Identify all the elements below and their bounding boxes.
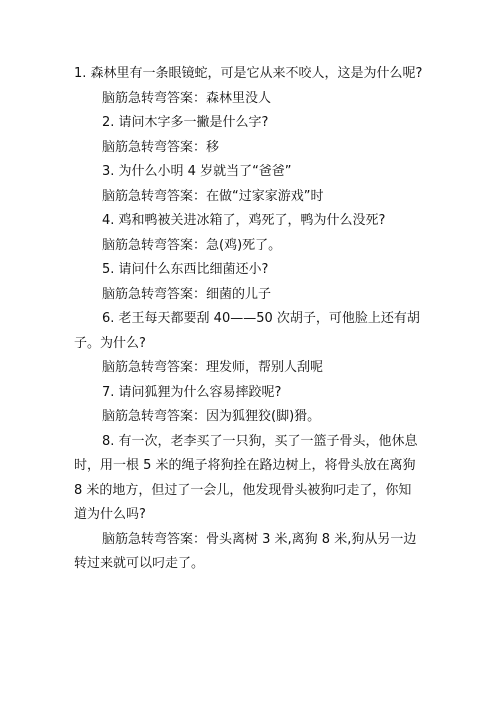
question-1: 1. 森林里有一条眼镜蛇，可是它从来不咬人，这是为什么呢? (74, 66, 423, 81)
question-5: 5. 请问什么东西比细菌还小? (102, 262, 269, 277)
question-2: 2. 请问木字多一撇是什么字? (102, 115, 269, 130)
question-3: 3. 为什么小明 4 岁就当了“爸爸” (102, 164, 292, 179)
answer-4: 脑筋急转弯答案：急(鸡)死了。 (102, 237, 282, 253)
answer-3: 脑筋急转弯答案：在做“过家家游戏”时 (102, 188, 324, 204)
riddle-list (74, 62, 424, 577)
question-4: 4. 鸡和鸭被关进冰箱了，鸡死了，鸭为什么没死? (102, 213, 386, 228)
question-8: 8. 有一次，老李买了一只狗，买了一篮子骨头，他休息时，用一根 5 米的绳子将狗拴在路边树上，将骨头放在离狗 8 米的地方，但过了一会儿，他发现骨头被狗叼走了，你知道为什么吗? (74, 433, 418, 522)
answer-2: 脑筋急转弯答案：移 (102, 139, 220, 155)
question-7: 7. 请问狐狸为什么容易摔跤呢? (102, 384, 282, 400)
answer-6: 脑筋急转弯答案：理发师，帮别人刮呢 (102, 360, 324, 375)
answer-5: 脑筋急转弯答案：细菌的儿子 (102, 286, 272, 302)
answer-7: 脑筋急转弯答案：因为狐狸狡(脚)猾。 (102, 409, 321, 424)
answer-8: 脑筋急转弯答案：骨头离树 3 米,离狗 8 米,狗从另一边转过来就可以叼走了。 (74, 531, 417, 571)
question-6: 6. 老王每天都要刮 40——50 次胡子，可他脸上还有胡子。为什么? (74, 311, 420, 351)
answer-1: 脑筋急转弯答案：森林里没人 (102, 90, 272, 106)
